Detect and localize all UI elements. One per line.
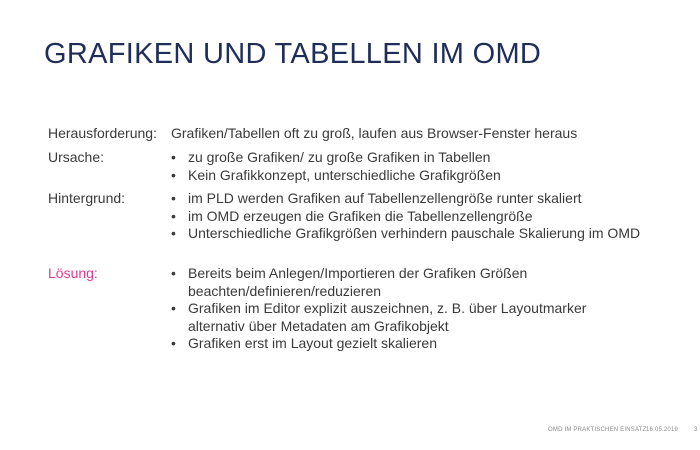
list-item: • Kein Grafikkonzept, unterschiedliche Grafikgrößen [171,166,501,183]
text-herausforderung: Grafiken/Tabellen oft zu groß, laufen aus Browser-Fenster heraus [171,125,578,141]
label-hintergrund: Hintergrund: [48,190,126,206]
bullet-icon: • [171,166,176,183]
list-ursache [171,149,501,184]
list-item: • Unterschiedliche Grafikgrößen verhindern pauschale Skalierung im OMD [171,225,641,241]
bullet-icon: • [171,265,176,281]
list-item: • im OMD erzeugen die Grafiken die Tabellenzellengröße [171,207,533,224]
bullet-icon: • [171,225,176,241]
footer-page-number: 3 [694,427,698,433]
bullet-icon: • [171,300,176,316]
list-item: • im PLD werden Grafiken auf Tabellenzellengröße runter skaliert [171,190,582,206]
label-loesung: Lösung: [48,265,98,281]
page-title: GRAFIKEN UND TABELLEN IM OMD [44,38,542,70]
footer-date: 16.05.2019 [646,427,679,433]
list-item: • Grafiken erst im Layout gezielt skalieren [171,335,437,351]
label-ursache: Ursache: [48,149,105,165]
list-item: • zu große Grafiken/ zu große Grafiken in Tabellen [171,149,491,165]
bullet-icon: • [171,149,176,165]
list-item: • Bereits beim Anlegen/Importieren der Grafiken Größen beachten/definieren/reduzieren [171,265,528,299]
footer-presentation-title: OMD IM PRAKTISCHEN EINSATZ [548,427,647,433]
bullet-icon: • [171,190,176,206]
list-item: • Grafiken im Editor explizit auszeichnen, z. B. über Layoutmarker alternativ über Metadaten am Grafikobjekt [171,300,587,334]
bullet-icon: • [171,207,176,224]
bullet-icon: • [171,335,176,351]
label-herausforderung: Herausforderung: [48,125,157,141]
list-hintergrund [171,190,640,243]
list-loesung [171,265,586,353]
